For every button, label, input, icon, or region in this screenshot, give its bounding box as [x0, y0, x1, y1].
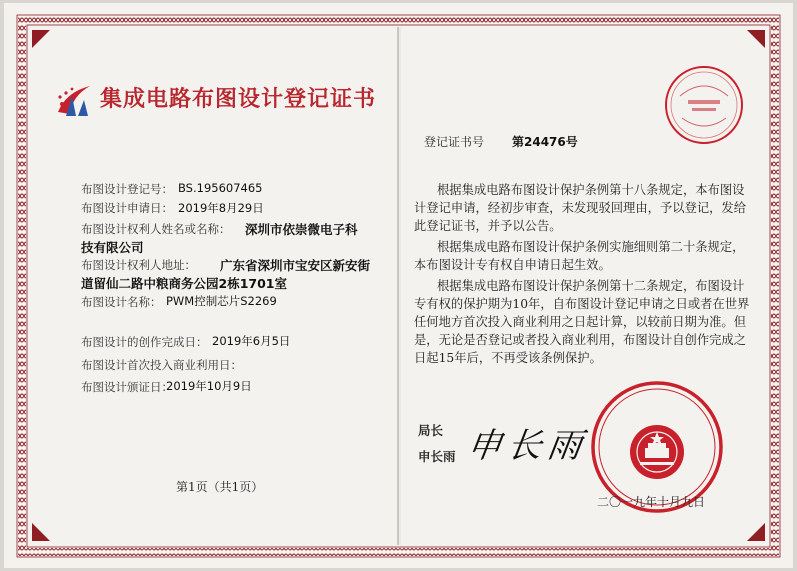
paragraph-1-line-3: 此登记证书，并予以公告。: [414, 219, 562, 233]
paragraph-2-line-1: 根据集成电路布图设计保护条例实施细则第二十条规定，: [437, 240, 745, 254]
address-value-cont: 道留仙二路中粮商务公园2栋1701室: [81, 276, 287, 291]
apply-date-value: 2019年8月29日: [178, 201, 264, 215]
reg-number-label: 布图设计登记号：: [81, 182, 173, 196]
reg-number-value: BS.195607465: [178, 181, 263, 195]
owner-value: 深圳市依崇微电子科: [245, 222, 358, 237]
director-label: 局长: [418, 423, 444, 438]
design-name-label: 布图设计名称：: [81, 295, 162, 309]
reg-cert-label: 登记证书号: [424, 135, 485, 149]
certificate-title: 集成电路布图设计登记证书: [100, 86, 377, 112]
director-signature: 申长雨: [464, 426, 591, 466]
first-commercial-use-label: 布图设计首次投入商业利用日：: [81, 358, 242, 372]
paragraph-3-line-3: 任何地方首次投入商业利用之日起计算，以较前日期为准。但: [414, 315, 747, 329]
paragraph-3-line-5: 日起15年后，不再受该条例保护。: [414, 351, 602, 365]
owner-label: 布图设计权利人姓名或名称：: [81, 222, 231, 236]
paragraph-1-line-1: 根据集成电路布图设计保护条例第十八条规定，本布图设: [437, 183, 745, 197]
address-value: 广东省深圳市宝安区新安街: [220, 258, 371, 273]
paragraph-1-line-2: 计登记申请，经初步审查，未发现驳回理由，予以登记，发给: [414, 201, 747, 215]
page-number: 第1页（共1页）: [176, 480, 264, 494]
reg-cert-value: 第24476号: [512, 135, 578, 149]
issue-date-value: 2019年10月9日: [166, 379, 252, 393]
apply-date-label: 布图设计申请日：: [81, 201, 173, 215]
paragraph-3-line-2: 专有权的保护期为10年，自布图设计登记申请之日或者在世界: [414, 297, 750, 311]
creation-date-label: 布图设计的创作完成日：: [81, 335, 208, 349]
owner-value-cont: 技有限公司: [81, 240, 144, 255]
director-name: 申长雨: [418, 449, 456, 464]
design-name-value: PWM控制芯片S2269: [166, 294, 277, 308]
paragraph-3-line-1: 根据集成电路布图设计保护条例第十二条规定，布图设计: [437, 279, 745, 293]
address-label: 布图设计权利人地址：: [81, 258, 196, 272]
creation-date-value: 2019年6月5日: [212, 334, 291, 348]
issue-date-cn: 二〇一九年十月九日: [597, 495, 706, 509]
issue-date-label: 布图设计颁证日：: [81, 380, 173, 394]
paragraph-2-line-2: 本布图设计专有权自申请日起生效。: [414, 258, 611, 272]
paragraph-3-line-4: 是，无论是否登记或者投入商业利用，布图设计自创作完成之: [414, 333, 747, 347]
